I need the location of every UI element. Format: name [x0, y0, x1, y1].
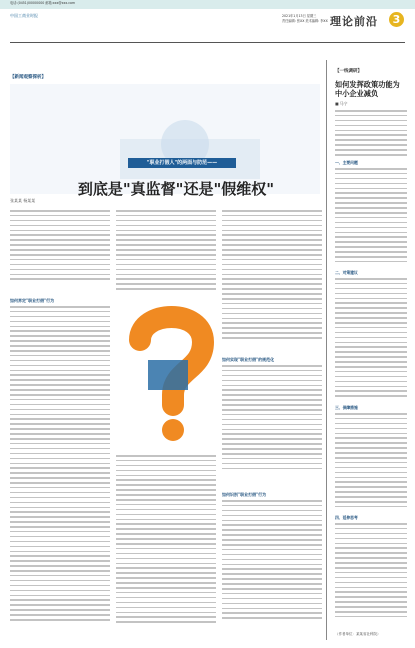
sidebar-author: ■ 马宁 [335, 101, 348, 106]
sidebar-text-3 [335, 278, 407, 397]
header-contact: 电话:(0451)00000000 邮箱:xxx@xxx.com [10, 1, 76, 5]
sidebar-title: 如何发挥政策功能为中小企业减负 [335, 80, 400, 98]
sidebar-text-5 [335, 523, 407, 617]
issue-date: 2021年1月13日 星期三 [282, 14, 317, 18]
question-mark-graphic [118, 300, 223, 450]
sidebar-text-2 [335, 168, 407, 262]
editors-line: 责任编辑: 张XX 美术编辑: 李XX [282, 19, 328, 23]
headline-kicker: "职业打假人"的两面与防范—— [128, 158, 236, 168]
section-tag: 【新闻观察探析】 [10, 75, 46, 80]
article-column-1 [10, 210, 110, 280]
byline: 张某某 杨某某 [10, 198, 36, 203]
sidebar-subhead-1: 一、主要问题 [335, 160, 358, 165]
article-column-3c [222, 500, 322, 619]
subhead-3: 如何识别"职业打假"行为 [222, 492, 267, 497]
page-header [0, 0, 415, 42]
main-headline: 到底是"真监督"还是"假维权" [77, 180, 275, 198]
column-divider [326, 60, 327, 640]
newspaper-name: 中国工商业时报 [10, 13, 38, 18]
article-column-2 [116, 210, 216, 290]
subhead-1: 如何界定"职业打假"行为 [10, 298, 55, 303]
header-rule [10, 42, 405, 43]
section-number-badge: 3 [389, 12, 404, 27]
article-column-2b [116, 455, 216, 623]
sidebar-footer: （作者单位：某某省社科院） [335, 632, 381, 636]
sidebar-subhead-2: 二、对策建议 [335, 270, 358, 275]
article-column-3b [222, 365, 322, 469]
article-column-1b [10, 306, 110, 621]
sidebar-subhead-3: 三、保障措施 [335, 405, 358, 410]
sidebar-text-4 [335, 413, 407, 507]
sidebar-subhead-4: 四、延伸思考 [335, 515, 358, 520]
section-title: 理论前沿 [330, 15, 378, 28]
article-column-3 [222, 210, 322, 339]
subhead-2: 如何实现"职业打假"的规范化 [222, 357, 275, 362]
sidebar-kicker: 【一线调研】 [335, 69, 362, 74]
sidebar-text-1 [335, 110, 407, 156]
